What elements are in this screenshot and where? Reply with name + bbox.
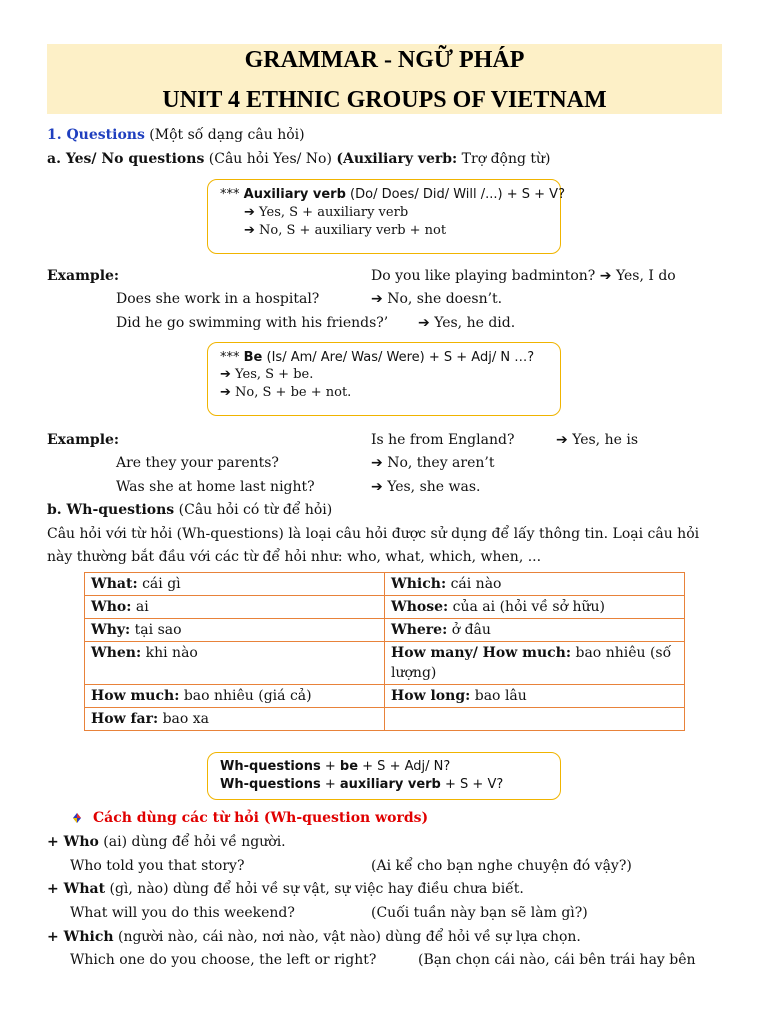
table-cell: Where: ở đâu	[385, 619, 685, 642]
table-row	[85, 685, 685, 708]
title-banner	[47, 44, 722, 114]
be-formula-box	[207, 342, 561, 416]
arrow-icon: ➔	[220, 367, 231, 382]
auxiliary-verb-formula-box	[207, 179, 565, 254]
table-row	[85, 642, 685, 685]
usage-example: Who told you that story?	[70, 858, 245, 874]
usage-who: + Who (ai) dùng để hỏi về người.	[47, 834, 286, 850]
table-cell: Why: tại sao	[85, 619, 385, 642]
arrow-icon: ➔	[556, 432, 568, 448]
table-row	[85, 619, 685, 642]
usage-translation: (Bạn chọn cái nào, cái bên trái hay bên	[418, 952, 696, 968]
wh-questions-heading: b. Wh-questions (Câu hỏi có từ để hỏi)	[47, 502, 333, 518]
usage-translation: (Cuối tuần này bạn sẽ làm gì?)	[371, 905, 588, 921]
example-question: Was she at home last night?	[116, 479, 315, 495]
example-label: Example:	[47, 432, 120, 448]
formula-line: *** Be (Is/ Am/ Are/ Was/ Were) + S + Adj/ N …?	[220, 350, 535, 365]
example-question: Are they your parents?	[116, 455, 279, 471]
wh-formula-box	[207, 752, 561, 800]
example-answer: ➔ Yes, he is	[556, 432, 638, 448]
unit-title: UNIT 4 ETHNIC GROUPS OF VIETNAM	[162, 87, 607, 113]
example-question: Is he from England?	[371, 432, 515, 448]
table-cell: When: khi nào	[85, 642, 385, 685]
table-cell: Which: cái nào	[385, 573, 685, 596]
arrow-icon: ➔	[371, 479, 383, 495]
usage-example: What will you do this weekend?	[70, 905, 295, 921]
paragraph-line: Câu hỏi với từ hỏi (Wh-questions) là loại câu hỏi được sử dụng để lấy thông tin. Loại câu hỏi	[47, 526, 700, 542]
formula-no: ➔ No, S + auxiliary verb + not	[244, 223, 447, 238]
usage-which: + Which (người nào, cái nào, nơi nào, vật nào) dùng để hỏi về sự lựa chọn.	[47, 929, 581, 945]
formula-yes: ➔ Yes, S + be.	[220, 367, 314, 382]
paragraph-line: này thường bắt đầu với các từ để hỏi như: who, what, which, when, ...	[47, 549, 542, 565]
example-answer: ➔ No, they aren’t	[371, 455, 495, 471]
formula-line: Wh-questions + be + S + Adj/ N?	[220, 759, 451, 774]
example-answer: ➔ No, she doesn’t.	[371, 291, 503, 307]
table-cell: How far: bao xa	[85, 708, 385, 731]
formula-no: ➔ No, S + be + not.	[220, 385, 352, 400]
page-title: GRAMMAR - NGỮ PHÁP	[244, 47, 525, 73]
formula-line: Wh-questions + auxiliary verb + S + V?	[220, 777, 504, 792]
wh-words-table	[84, 572, 685, 731]
arrow-icon: ➔	[371, 291, 383, 307]
arrow-icon: ➔	[599, 268, 612, 284]
arrow-icon: ➔	[244, 205, 255, 220]
table-cell: How many/ How much: bao nhiêu (số lượng)	[385, 642, 685, 685]
example-answer: ➔ Yes, she was.	[371, 479, 481, 495]
arrow-icon: ➔	[244, 223, 255, 238]
table-row	[85, 708, 685, 731]
arrow-icon: ➔	[220, 385, 231, 400]
table-cell: How long: bao lâu	[385, 685, 685, 708]
section-questions-heading: 1. Questions (Một số dạng câu hỏi)	[47, 127, 305, 143]
table-cell: What: cái gì	[85, 573, 385, 596]
table-cell	[385, 708, 685, 731]
example-row: Did he go swimming with his friends?’	[116, 315, 389, 331]
diamond-bullet-icon	[72, 812, 82, 824]
arrow-icon: ➔	[418, 315, 430, 331]
formula-line: *** Auxiliary verb (Do/ Does/ Did/ Will /...) + S + V?	[220, 187, 565, 202]
table-cell: How much: bao nhiêu (giá cả)	[85, 685, 385, 708]
example-answer: ➔ Yes, he did.	[418, 315, 516, 331]
table-cell: Who: ai	[85, 596, 385, 619]
example-row: Does she work in a hospital?	[116, 291, 320, 307]
usage-example: Which one do you choose, the left or right?	[70, 952, 377, 968]
usage-what: + What (gì, nào) dùng để hỏi về sự vật, sự việc hay điều chưa biết.	[47, 881, 524, 897]
usage-translation: (Ai kể cho bạn nghe chuyện đó vậy?)	[371, 858, 632, 874]
example-row: Do you like playing badminton? ➔ Yes, I do	[371, 268, 676, 284]
formula-yes: ➔ Yes, S + auxiliary verb	[244, 205, 409, 220]
arrow-icon: ➔	[371, 455, 383, 471]
table-row	[85, 573, 685, 596]
table-row	[85, 596, 685, 619]
example-label: Example:	[47, 268, 120, 284]
usage-heading: Cách dùng các từ hỏi (Wh-question words)	[93, 810, 429, 826]
yes-no-heading: a. Yes/ No questions (Câu hỏi Yes/ No) (Auxiliary verb: Trợ động từ)	[47, 151, 551, 167]
table-cell: Whose: của ai (hỏi về sở hữu)	[385, 596, 685, 619]
